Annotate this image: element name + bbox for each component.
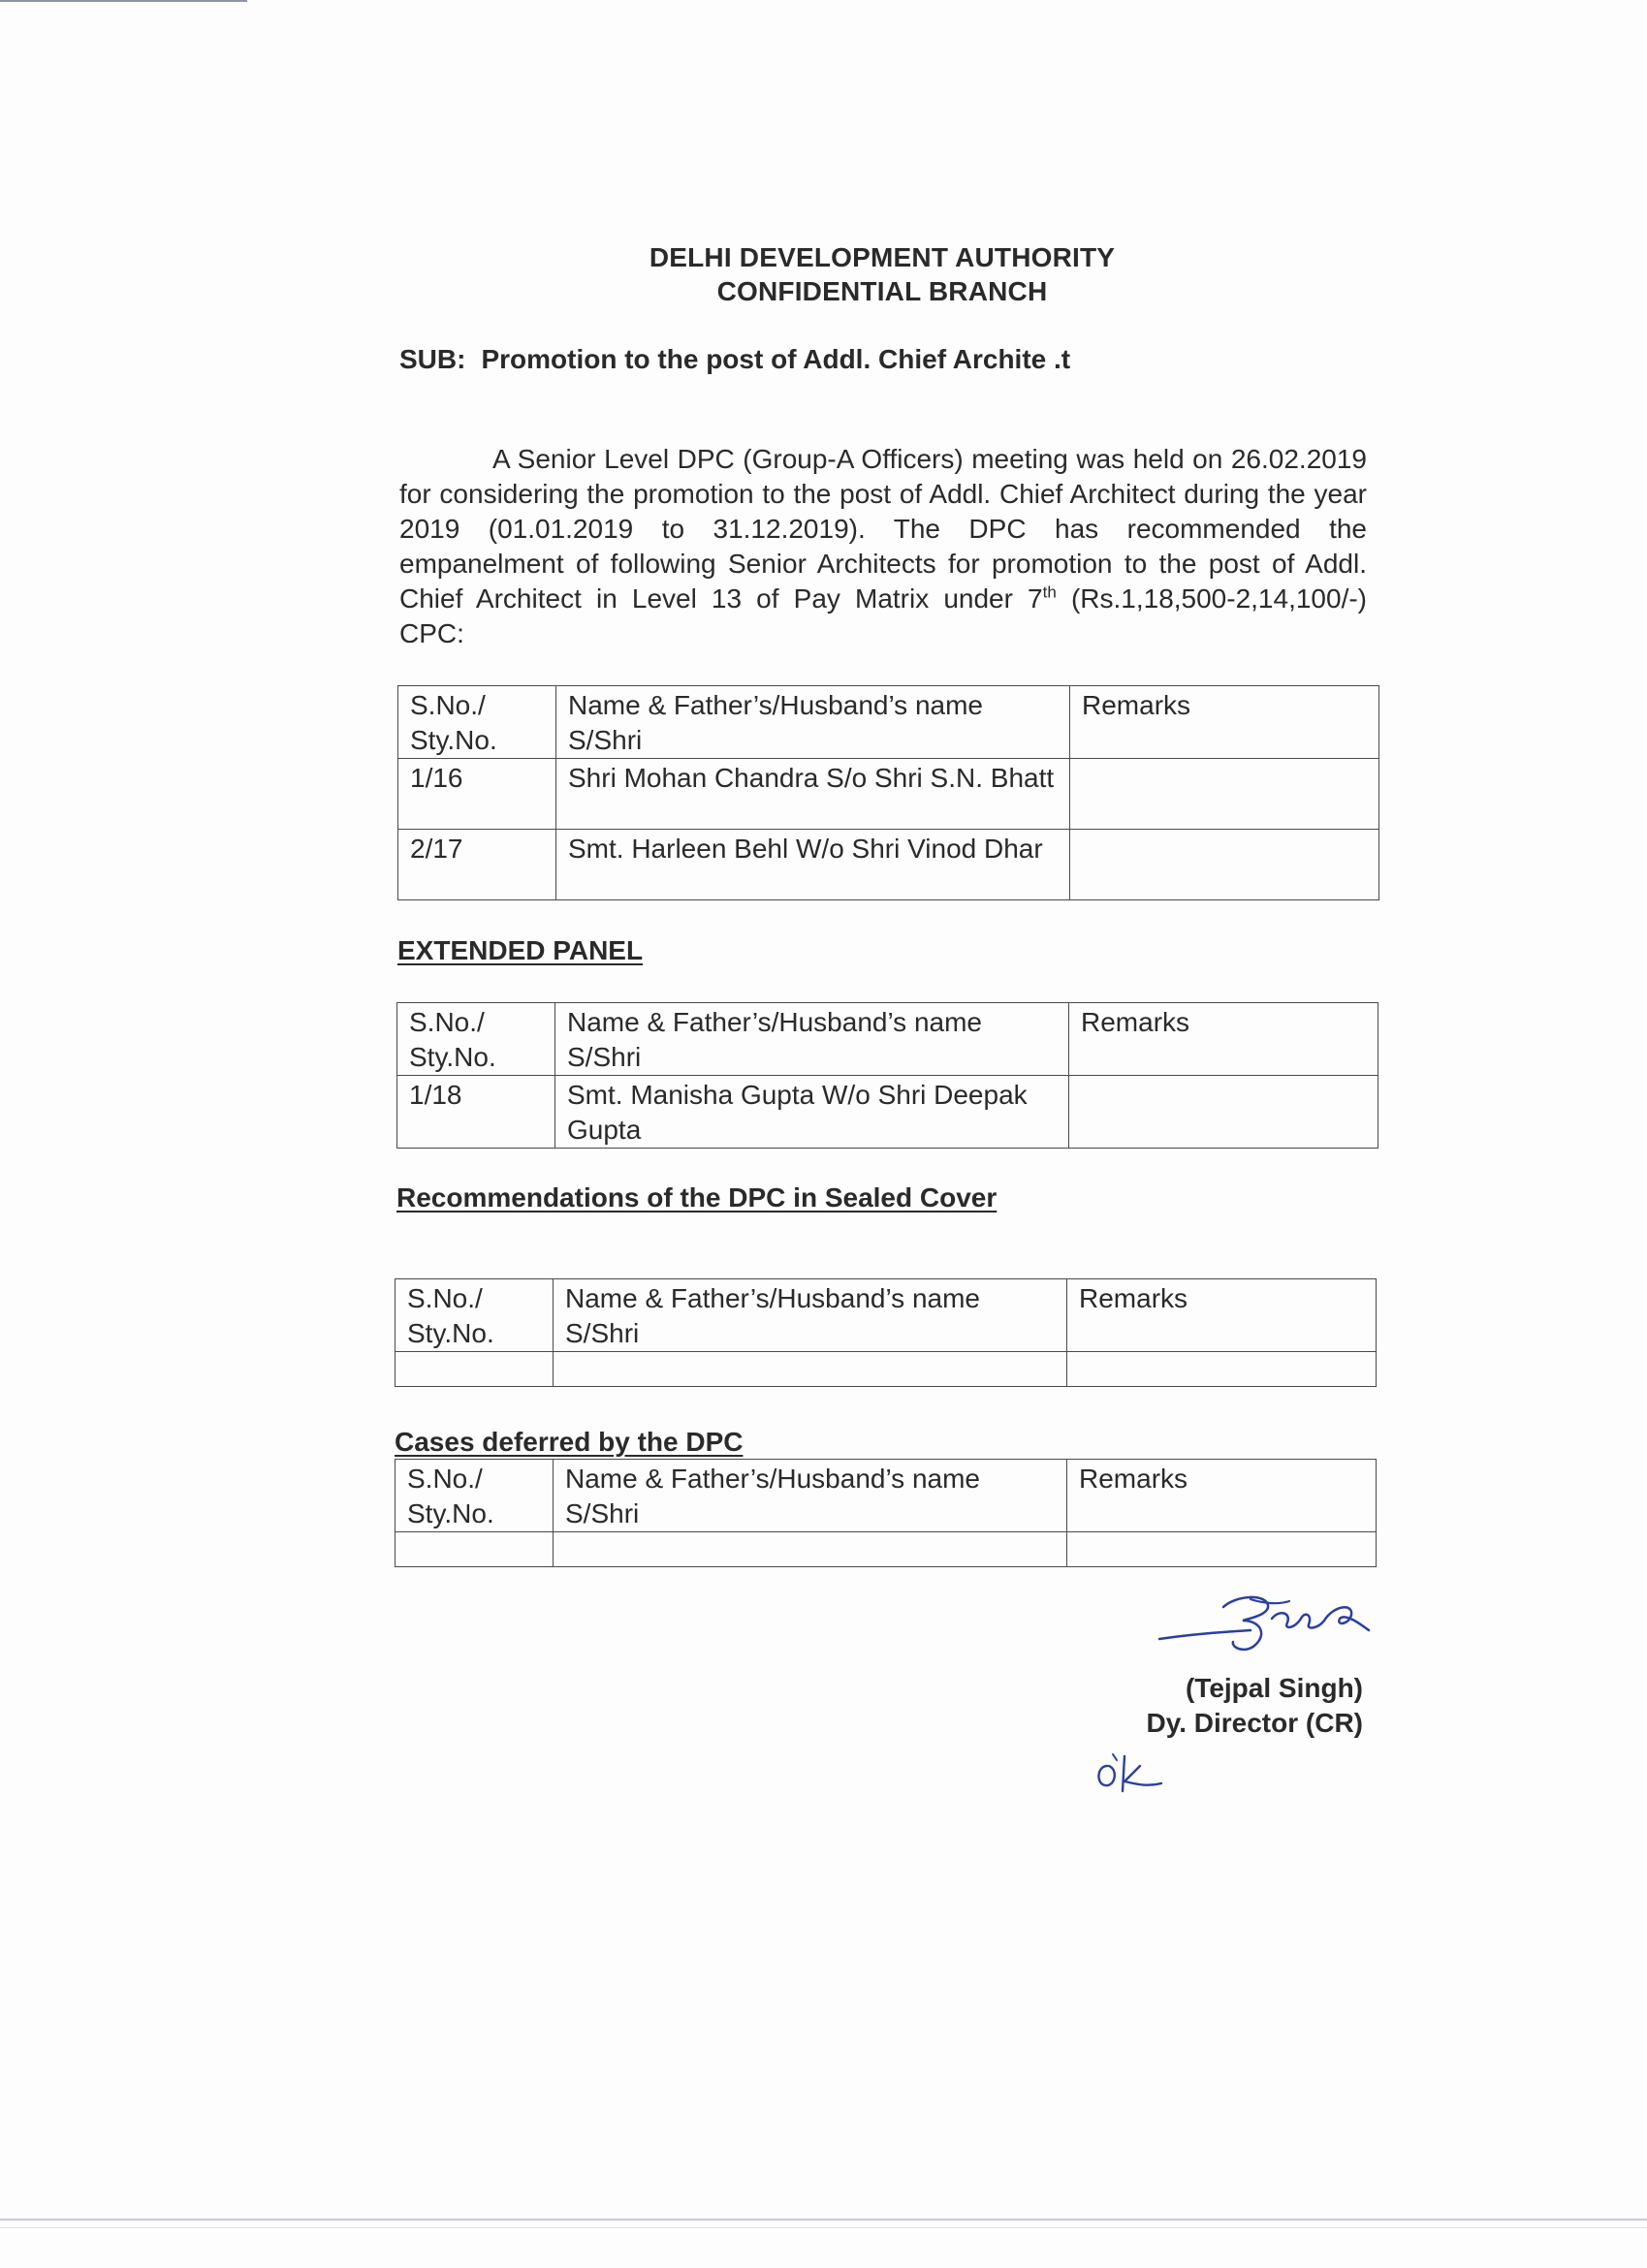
cell-remarks xyxy=(1070,830,1379,900)
organization-name: DELHI DEVELOPMENT AUTHORITY xyxy=(649,242,1116,272)
scan-edge-top xyxy=(0,0,247,2)
deferred-heading: Cases deferred by the DPC xyxy=(395,1427,744,1457)
body-paragraph xyxy=(399,442,1367,651)
handwritten-signature xyxy=(1154,1586,1377,1663)
body-text: A Senior Level DPC (Group-A Officers) meeting was held on 26.02.2019 for considering the promotion to the post of Addl. Chief Architect during the year 2019 (01.01.2019 to 31.12.2019). The DPC has recommended the empanelment of following Senior Architects for promotion to the post of Addl. Chief Architect in Level 13 of Pay Matrix under 7 xyxy=(399,444,1367,614)
empty-cell xyxy=(396,1532,554,1567)
header-sno: S.No./ Sty.No. xyxy=(396,1279,554,1352)
subject-label: SUB: xyxy=(399,344,466,374)
sealed-cover-heading: Recommendations of the DPC in Sealed Cover xyxy=(396,1182,998,1213)
empty-cell xyxy=(554,1352,1067,1387)
cell-remarks xyxy=(1070,759,1379,830)
table-row xyxy=(397,1076,1378,1149)
signatory-designation: Dy. Director (CR) xyxy=(1146,1708,1363,1738)
header-sno: S.No./ Sty.No. xyxy=(397,1003,555,1076)
subject-text: Promotion to the post of Addl. Chief Archite .t xyxy=(481,344,1071,374)
table-header-row xyxy=(398,686,1379,759)
scan-edge-bottom-shadow xyxy=(0,2227,1647,2228)
header-sno: S.No./ Sty.No. xyxy=(396,1460,554,1532)
branch-name: CONFIDENTIAL BRANCH xyxy=(716,276,1048,306)
scan-edge-bottom xyxy=(0,2219,1647,2221)
header-name: Name & Father’s/Husband’s name S/Shri xyxy=(555,1003,1069,1076)
header-name: Name & Father’s/Husband’s name S/Shri xyxy=(554,1279,1067,1352)
extended-panel-table xyxy=(396,1002,1378,1149)
empty-cell xyxy=(1067,1352,1377,1387)
header-name: Name & Father’s/Husband’s name S/Shri xyxy=(554,1460,1067,1532)
header-remarks: Remarks xyxy=(1070,686,1379,759)
table-header-row xyxy=(396,1460,1377,1532)
table-header-row xyxy=(396,1279,1377,1352)
header-sno: S.No./ Sty.No. xyxy=(398,686,556,759)
cell-sno: 2/17 xyxy=(398,830,556,900)
table-row xyxy=(398,759,1379,830)
signatory-name: (Tejpal Singh) xyxy=(1185,1673,1363,1703)
empty-cell xyxy=(396,1352,554,1387)
header-remarks: Remarks xyxy=(1067,1279,1377,1352)
header-name: Name & Father’s/Husband’s name S/Shri xyxy=(556,686,1070,759)
cell-name: Smt. Harleen Behl W/o Shri Vinod Dhar xyxy=(556,830,1070,900)
extended-panel-heading: EXTENDED PANEL xyxy=(397,935,644,965)
handwritten-initials xyxy=(1090,1745,1167,1803)
cell-remarks xyxy=(1069,1076,1378,1149)
table-row xyxy=(398,830,1379,900)
empty-row xyxy=(396,1352,1377,1387)
empty-row xyxy=(396,1532,1377,1567)
header-remarks: Remarks xyxy=(1069,1003,1378,1076)
sealed-cover-table xyxy=(395,1278,1377,1387)
cell-name: Smt. Manisha Gupta W/o Shri Deepak Gupta xyxy=(555,1076,1069,1149)
deferred-table xyxy=(395,1459,1377,1567)
body-text-end: (Rs.1,18,500-2,14,100/-) CPC: xyxy=(399,583,1368,648)
panel-table xyxy=(397,685,1379,900)
table-header-row xyxy=(397,1003,1378,1076)
empty-cell xyxy=(1067,1532,1377,1567)
ordinal-suffix: th xyxy=(1042,583,1057,602)
cell-sno: 1/18 xyxy=(397,1076,555,1149)
cell-sno: 1/16 xyxy=(398,759,556,830)
header-remarks: Remarks xyxy=(1067,1460,1377,1532)
cell-name: Shri Mohan Chandra S/o Shri S.N. Bhatt xyxy=(556,759,1070,830)
subject-line xyxy=(399,344,1070,375)
empty-cell xyxy=(554,1532,1067,1567)
